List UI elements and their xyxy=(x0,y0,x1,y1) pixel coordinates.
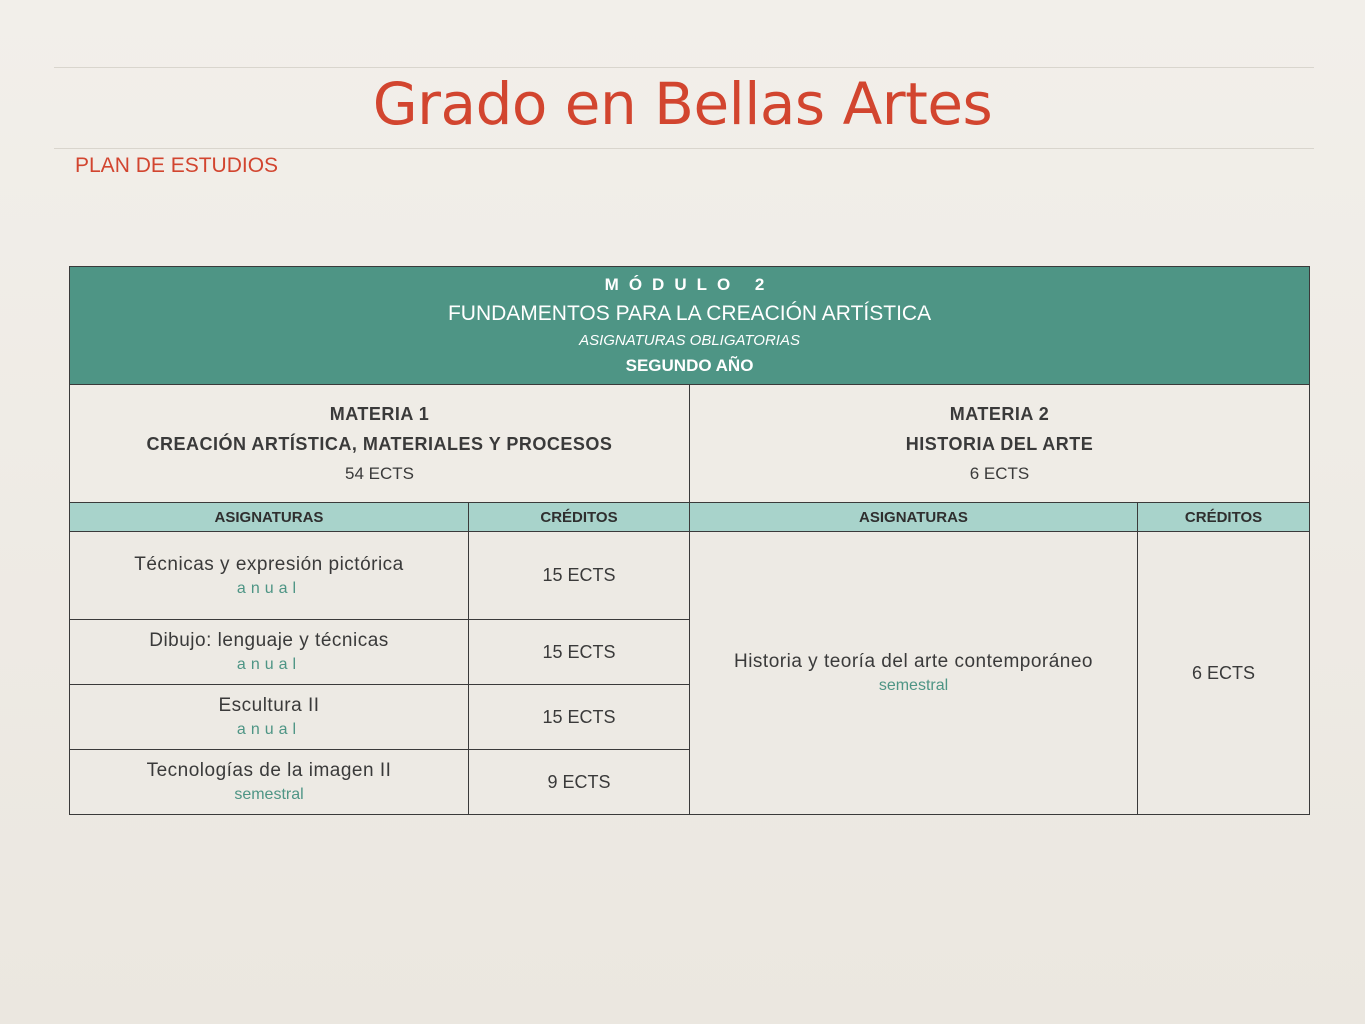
subject-name: Escultura II xyxy=(218,695,320,716)
subject-name: Historia y teoría del arte contemporáneo xyxy=(733,651,1093,672)
materia-1-credits: 54 ECTS xyxy=(345,463,414,483)
table-row xyxy=(70,532,1310,620)
module-year: SEGUNDO AÑO xyxy=(625,355,754,375)
subject-name: Tecnologías de la imagen II xyxy=(146,760,392,781)
module-kind: ASIGNATURAS OBLIGATORIAS xyxy=(579,331,800,349)
materia-1-label: MATERIA 1 xyxy=(329,403,430,424)
column-header-credits: CRÉDITOS xyxy=(1138,503,1310,532)
title-divider xyxy=(54,148,1314,149)
column-header-subjects: ASIGNATURAS xyxy=(70,503,469,532)
subject-credits: 15 ECTS xyxy=(469,620,690,685)
subject-type: anual xyxy=(236,579,302,597)
module-label: MÓDULO 2 xyxy=(604,274,775,294)
subject-type: anual xyxy=(236,721,302,738)
subject-cell xyxy=(690,532,1138,815)
subject-credits: 9 ECTS xyxy=(469,750,690,815)
page-title: Grado en Bellas Artes xyxy=(372,70,993,138)
subject-credits: 6 ECTS xyxy=(1138,532,1310,815)
subject-type: anual xyxy=(236,656,302,673)
subject-credits: 15 ECTS xyxy=(469,532,690,620)
subject-cell xyxy=(70,685,469,750)
study-plan-table xyxy=(69,266,1310,815)
module-name: FUNDAMENTOS PARA LA CREACIÓN ARTÍSTICA xyxy=(447,301,932,325)
subject-name: Técnicas y expresión pictórica xyxy=(134,553,404,575)
materia-2-label: MATERIA 2 xyxy=(949,403,1050,424)
subject-credits: 15 ECTS xyxy=(469,685,690,750)
subject-type: semestral xyxy=(878,677,949,694)
materia-2-credits: 6 ECTS xyxy=(969,463,1030,483)
column-header-subjects: ASIGNATURAS xyxy=(690,503,1138,532)
subject-type: semestral xyxy=(234,786,304,803)
materia-1-name: CREACIÓN ARTÍSTICA, MATERIALES Y PROCESOS xyxy=(146,433,613,454)
page-subtitle: PLAN DE ESTUDIOS xyxy=(75,154,279,177)
materia-1-header xyxy=(70,385,690,503)
materia-2-header xyxy=(690,385,1310,503)
module-header xyxy=(70,267,1310,385)
subject-cell xyxy=(70,532,469,620)
materia-2-name: HISTORIA DEL ARTE xyxy=(905,433,1094,454)
subject-name: Dibujo: lenguaje y técnicas xyxy=(149,630,389,651)
column-header-credits: CRÉDITOS xyxy=(469,503,690,532)
subject-cell xyxy=(70,620,469,685)
subject-cell xyxy=(70,750,469,815)
